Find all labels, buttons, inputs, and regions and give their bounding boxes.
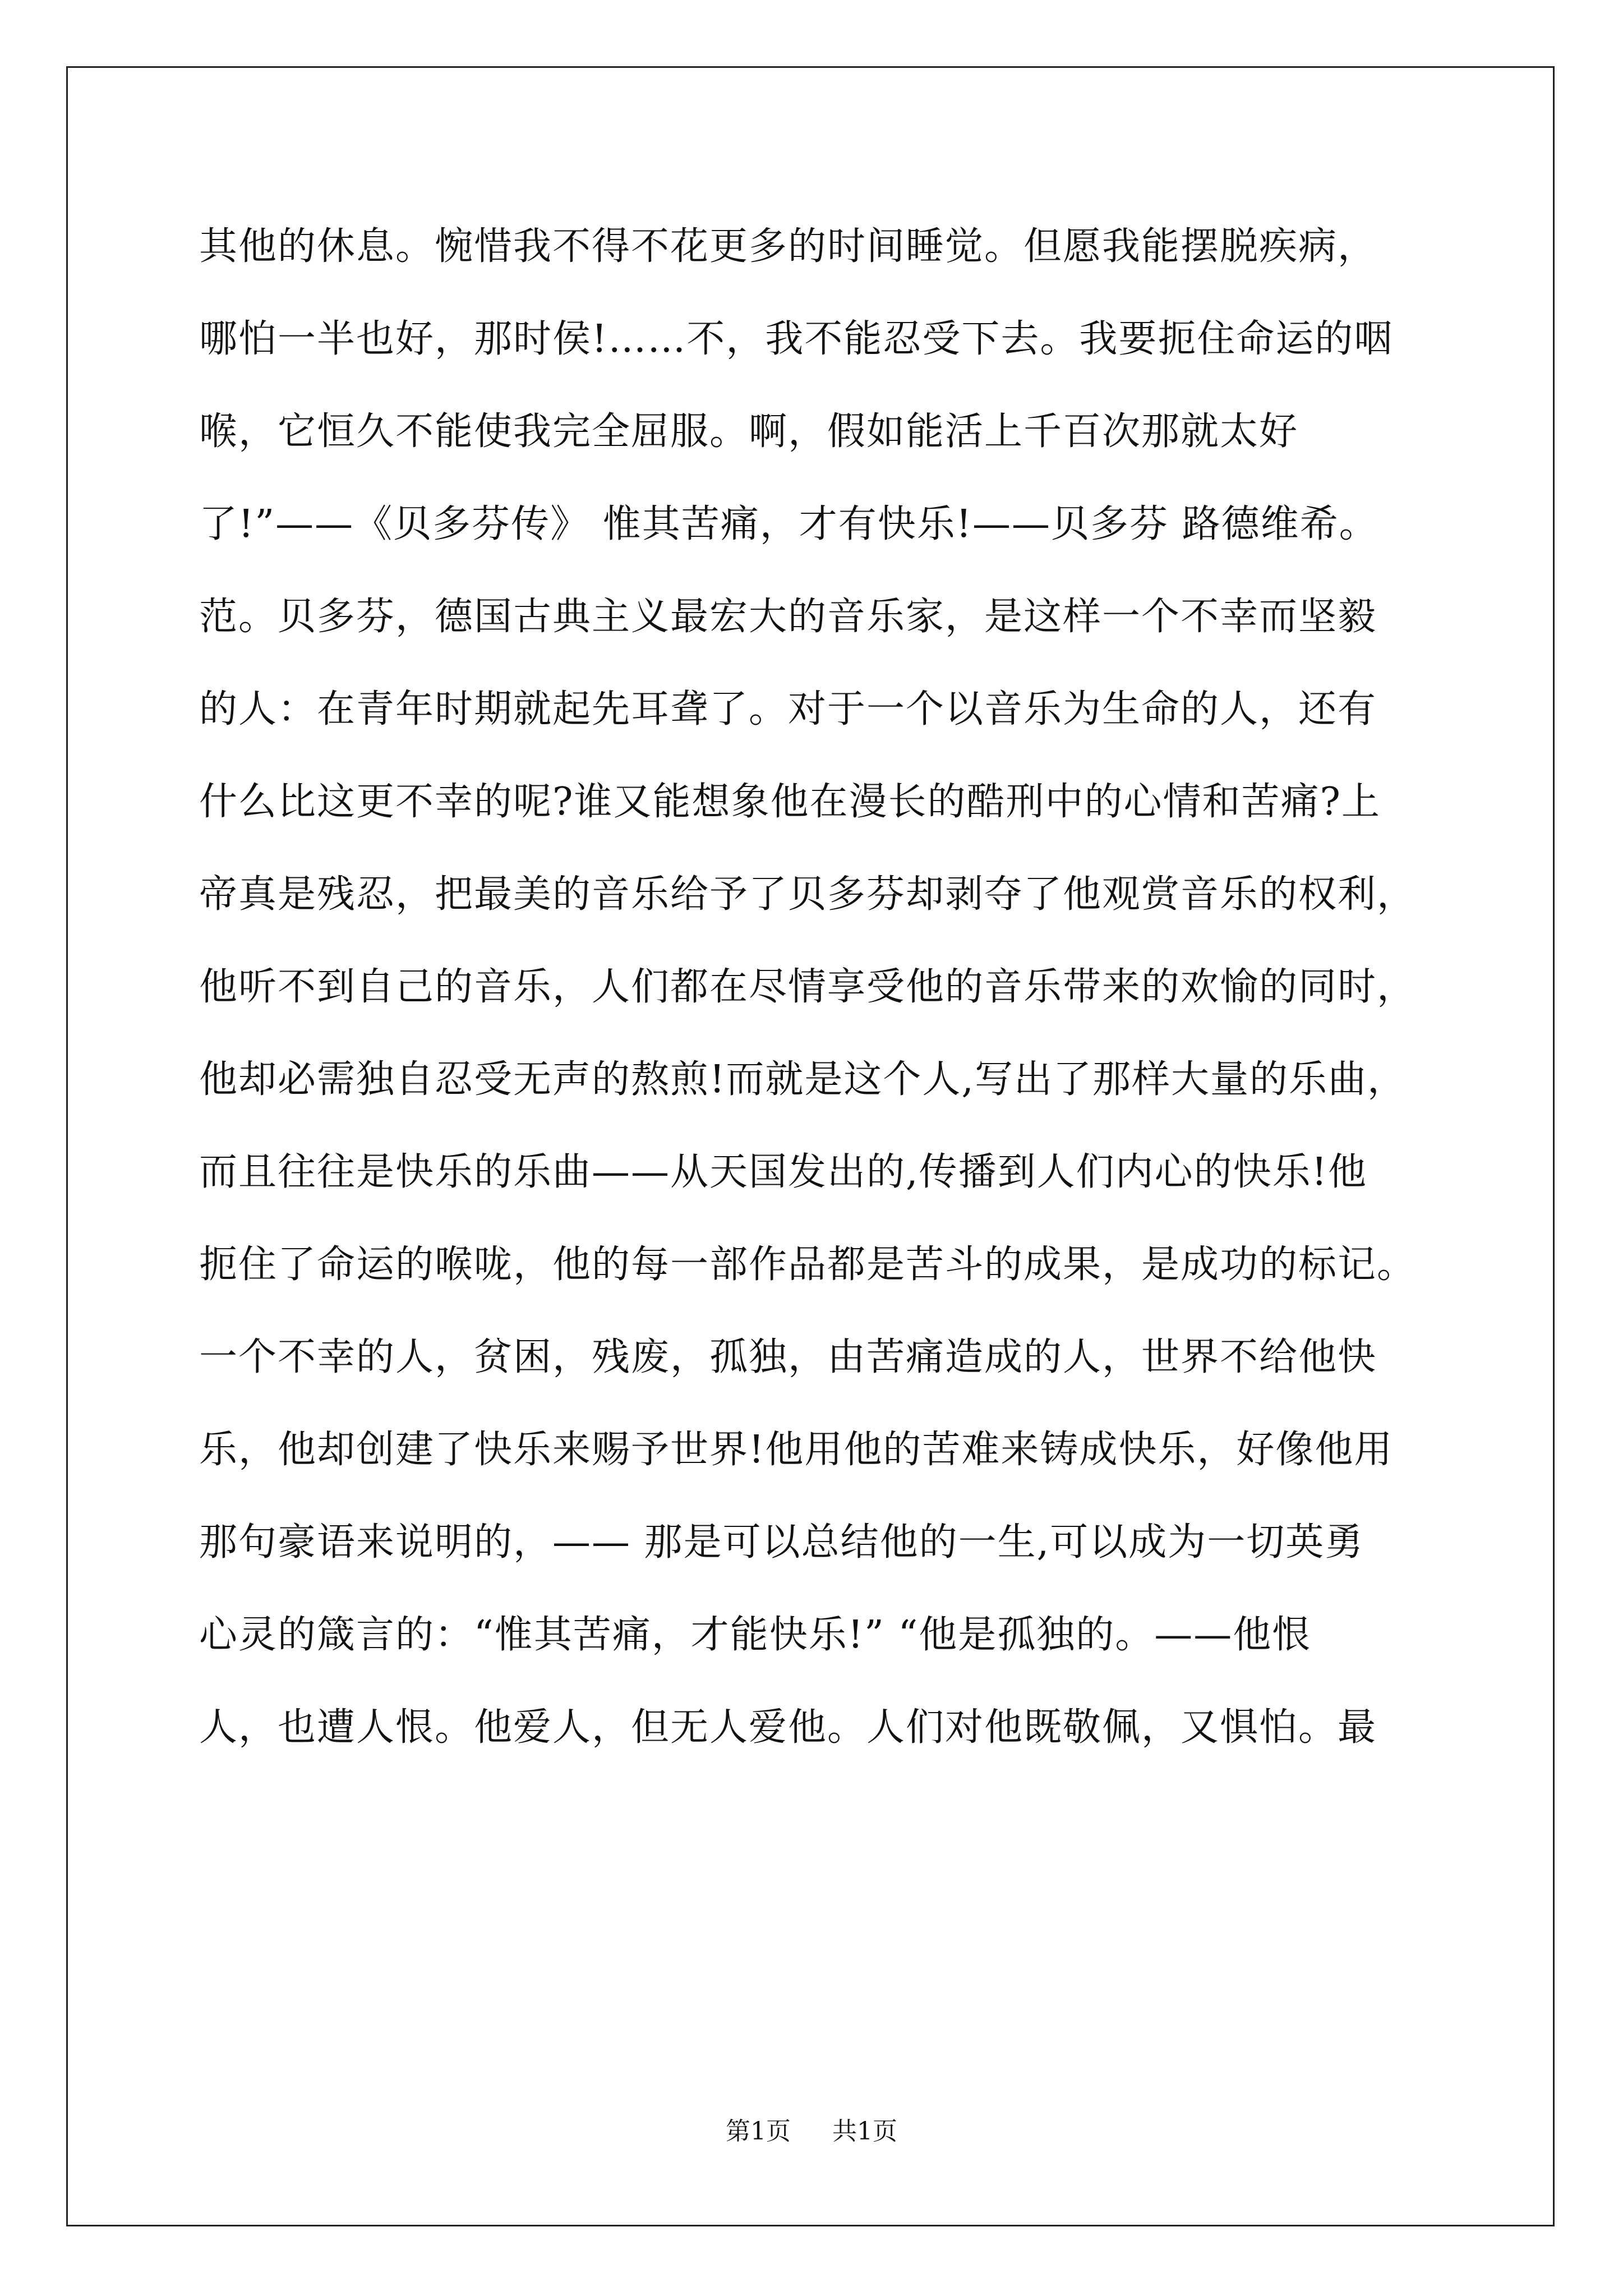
text-line: 哪怕一半也好，那时侯!……不，我不能忍受下去。我要扼住命运的咽 [199,317,1394,361]
text-line: 那句豪语来说明的，—— 那是可以总结他的一生,可以成为一切英勇 [199,1520,1364,1565]
text-line: 一个不幸的人，贫困，残废，孤独，由苦痛造成的人，世界不给他快 [199,1335,1377,1379]
document-body [199,213,1455,1787]
text-line: 人，也遭人恨。他爱人，但无人爱他。人们对他既敬佩，又惧怕。最 [199,1705,1377,1750]
text-line: 范。贝多芬，德国古典主义最宏大的音乐家，是这样一个不幸而坚毅 [199,595,1377,639]
text-line: 什么比这更不幸的呢?谁又能想象他在漫长的酷刑中的心情和苦痛?上 [199,780,1381,824]
text-line: 的人：在青年时期就起先耳聋了。对于一个以音乐为生命的人，还有 [199,687,1377,731]
text-line: 了!”——《贝多芬传》 惟其苦痛，才有快乐!——贝多芬 路德维希。 [199,502,1378,546]
page-number-total: 共1页 [832,2117,897,2146]
text-line: 他听不到自己的音乐，人们都在尽情享受他的音乐带来的欢愉的同时， [199,965,1417,1009]
text-line: 其他的休息。惋惜我不得不花更多的时间睡觉。但愿我能摆脱疾病， [199,224,1377,269]
text-line: 帝真是残忍，把最美的音乐给予了贝多芬却剥夺了他观赏音乐的权利， [199,872,1417,917]
text-line: 乐，他却创建了快乐来赐予世界!他用他的苦难来铸成快乐，好像他用 [199,1428,1394,1472]
text-line: 心灵的箴言的：“惟其苦痛，才能快乐!” “他是孤独的。——他恨 [199,1613,1312,1657]
text-line: 扼住了命运的喉咙，他的每一部作品都是苦斗的成果，是成功的标记。 [199,1243,1417,1287]
page-footer [0,2115,1623,2148]
page-number-current: 第1页 [726,2117,791,2146]
text-line: 他却必需独自忍受无声的熬煎!而就是这个人,写出了那样大量的乐曲， [199,1057,1407,1102]
text-line: 而且往往是快乐的乐曲——从天国发出的,传播到人们内心的快乐!他 [199,1150,1367,1194]
text-line: 喉，它恒久不能使我完全屈服。啊，假如能活上千百次那就太好 [199,409,1299,454]
